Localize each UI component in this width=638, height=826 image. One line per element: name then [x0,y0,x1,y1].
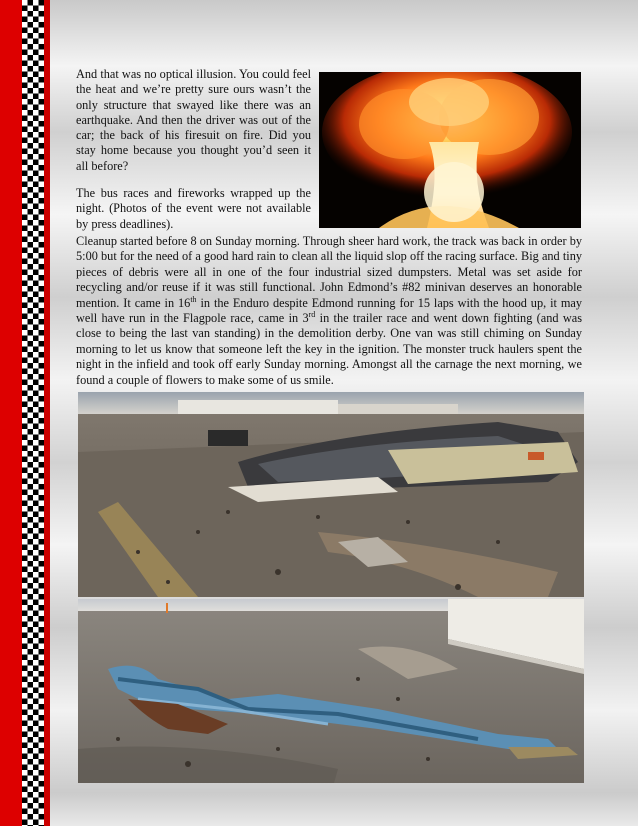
red-border-stripe-inner [44,0,50,826]
intro-paragraph: And that was no optical illusion. You could feel the heat and we’re pretty sure ours wasn’t the only structure that swayed like there was an earthquake. And then the driver was out of the car; the back of his firesuit on fire. Did you stay home because you thought you’d seen it all before? [76,67,311,173]
red-border-stripe [0,0,22,826]
superscript-th: th [190,294,197,304]
checkered-stripe [22,0,44,826]
bus-races-paragraph: The bus races and fireworks wrapped up the night. (Photos of the event were not available by press deadlines). [76,186,311,231]
superscript-rd: rd [308,309,316,319]
cleanup-text-part-1: Cleanup started before 8 on Sunday morning. Through sheer hard work, the track was back in order by 5:00 but for the need of a good hard rain to clean all the liquid slop off the racing surface. Big and tiny pieces of debris were all in one of the four industrial sized dumpsters. Metal was set aside for recycling and/or reuse if it was still functional. John Edmond’s #82 minivan deserves an honorable mention. It came in 16 [76,234,582,310]
checkered-flag-border [0,0,50,826]
fire-explosion-photo [319,72,581,228]
cleanup-paragraph [76,234,582,388]
wrecked-vehicle-debris-photo [78,392,584,597]
cleanup-text-part-3: in the trailer race and went down fighting (and was close to being the last van standing) in the demolition derby. One van was still chiming on Sunday morning to let us know that someone left the key in the ignition. The monster truck haulers spent the night in the infield and took off early Sunday morning. Amongst all the carnage the next morning, we found a couple of flowers to make some of us smile. [76,311,582,387]
twisted-frame-debris-photo [78,599,584,783]
cleanup-text-part-2: in the Enduro despite Edmond running for 15 laps with the hood up, it may well have run in the Flagpole race, came in 3 [76,295,582,326]
intro-text-block [76,67,311,244]
